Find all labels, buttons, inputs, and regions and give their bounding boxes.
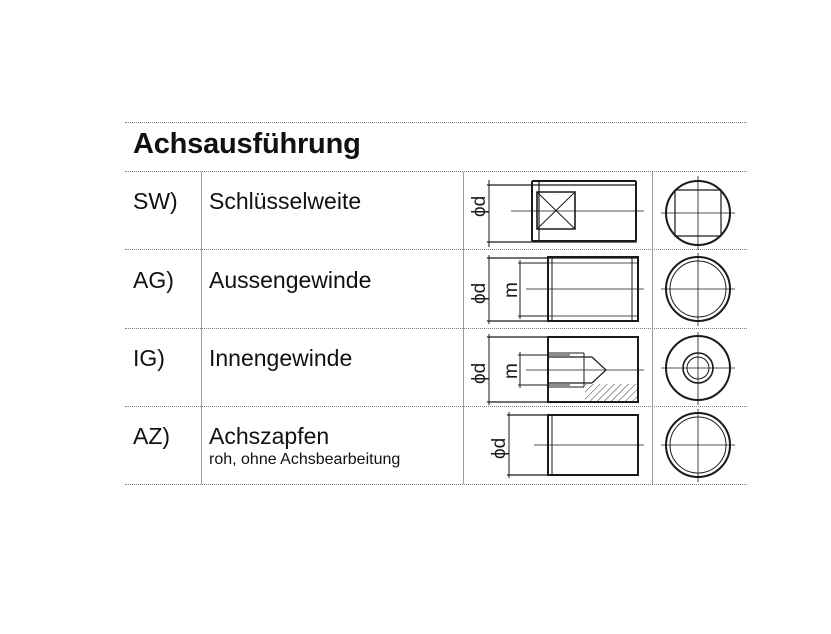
diameter-label: ϕd bbox=[469, 282, 490, 304]
thread-label: m bbox=[501, 282, 522, 298]
ig-side-drawing bbox=[464, 329, 652, 407]
row-sublabel-az: roh, ohne Achsbearbeitung bbox=[209, 451, 401, 468]
section-title: Achsausführung bbox=[133, 128, 361, 160]
ig-front-drawing bbox=[653, 329, 747, 407]
az-side-drawing bbox=[464, 407, 652, 485]
row-code-ag: AG) bbox=[133, 267, 174, 293]
row-label-az: Achszapfen bbox=[209, 423, 330, 449]
table-top-rule bbox=[125, 122, 747, 123]
sw-side-drawing bbox=[464, 172, 652, 250]
row-label-sw: Schlüsselweite bbox=[209, 188, 362, 214]
row-label-ig: Innengewinde bbox=[209, 345, 353, 371]
diameter-label: ϕd bbox=[469, 362, 490, 384]
ag-side-drawing bbox=[464, 250, 652, 328]
diameter-label: ϕd bbox=[469, 195, 490, 217]
column-divider bbox=[201, 172, 202, 484]
row-code-sw: SW) bbox=[133, 188, 178, 214]
ag-front-drawing bbox=[653, 250, 747, 328]
thread-label: m bbox=[501, 363, 522, 379]
row-code-az: AZ) bbox=[133, 423, 171, 449]
row-code-ig: IG) bbox=[133, 345, 165, 371]
az-front-drawing bbox=[653, 407, 747, 485]
sw-front-drawing bbox=[653, 172, 747, 250]
diameter-label: ϕd bbox=[489, 437, 510, 459]
row-label-ag: Aussengewinde bbox=[209, 267, 372, 293]
